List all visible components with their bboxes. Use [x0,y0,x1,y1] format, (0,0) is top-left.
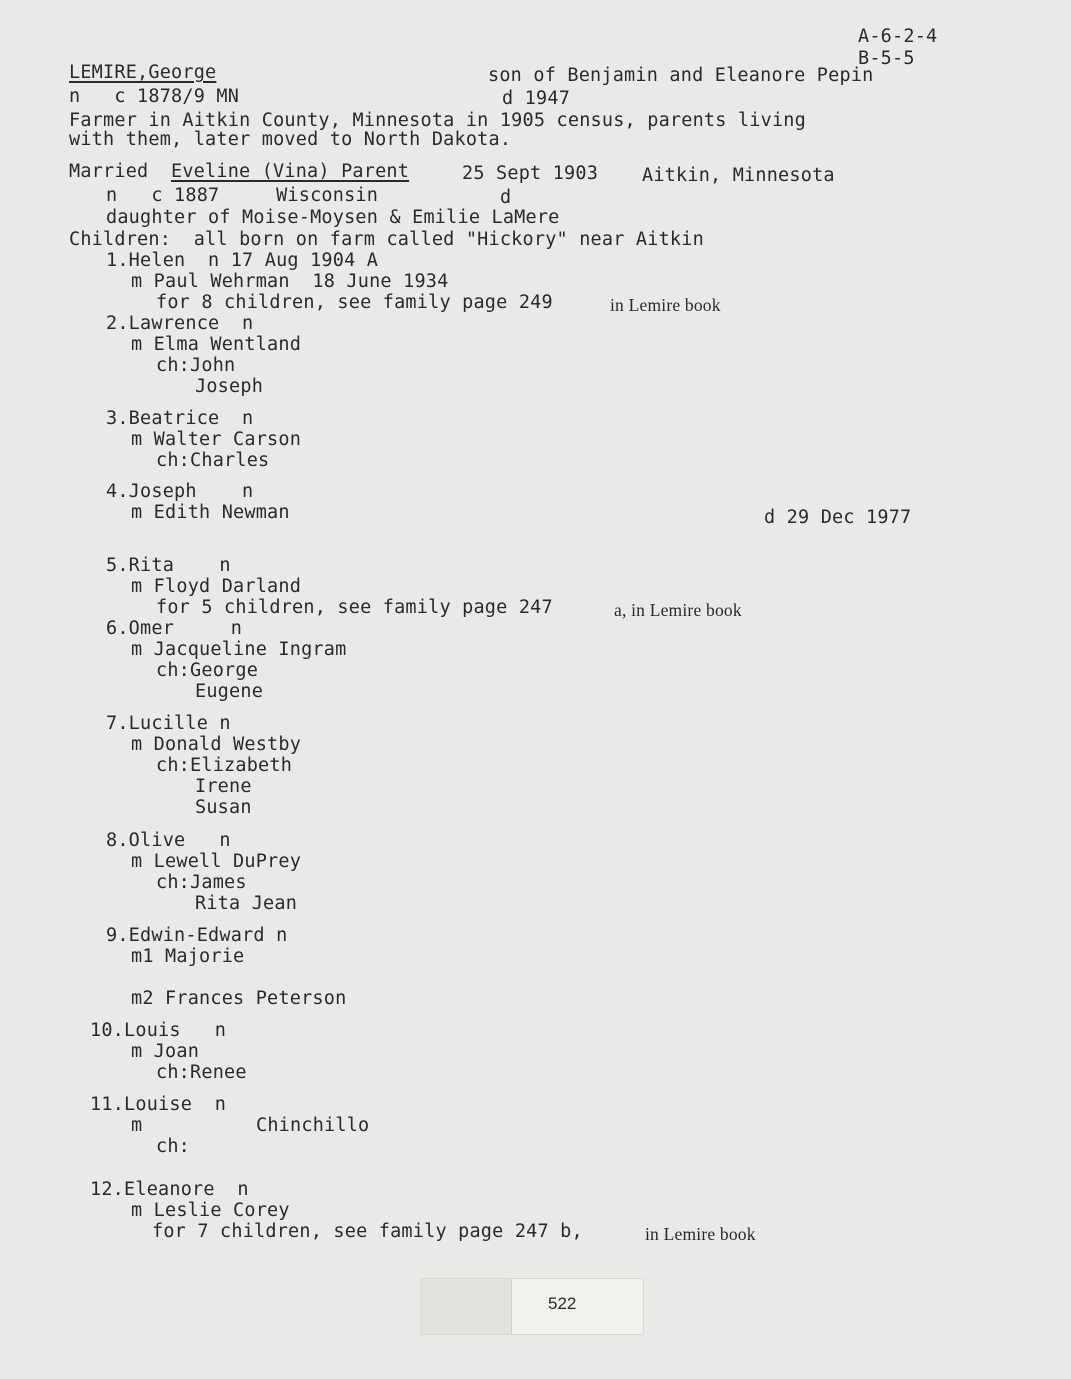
tape-shadow [421,1279,512,1334]
child-6-ch-2: Eugene [195,681,264,702]
child-11-spouse: Chinchillo [256,1115,370,1136]
tape-strip [420,1278,644,1335]
child-8-ch-2: Rita Jean [195,893,298,914]
child-5-ref: for 5 children, see family page 247 [156,597,553,618]
child-9-name: 9.Edwin-Edward n [106,925,288,946]
child-1-name: 1.Helen n 17 Aug 1904 A [106,250,379,271]
child-1-spouse: m Paul Wehrman 18 June 1934 [131,271,449,292]
child-2-ch-2: Joseph [195,376,264,397]
subject-died: d 1947 [502,88,571,109]
child-1-ref: for 8 children, see family page 249 [156,292,553,313]
child-9-spouse-2: m2 Frances Peterson [131,988,347,1009]
children-header: Children: all born on farm called "Hickory" near Aitkin [69,229,704,250]
child-2-spouse: m Elma Wentland [131,334,302,355]
child-12-ref: for 7 children, see family page 247 b, [152,1221,583,1242]
child-4-died: d 29 Dec 1977 [764,507,912,528]
child-7-name: 7.Lucille n [106,713,231,734]
child-11-ch: ch: [156,1136,191,1157]
child-3-spouse: m Walter Carson [131,429,302,450]
child-2-name: 2.Lawrence n [106,313,254,334]
subject-note-1: Farmer in Aitkin County, Minnesota in 1905 census, parents living [69,110,806,131]
child-12-name: 12.Eleanore n [90,1179,249,1200]
child-5-spouse: m Floyd Darland [131,576,302,597]
child-2-ch-1: ch:John [156,355,236,376]
subject-note-2: with them, later moved to North Dakota. [69,129,512,150]
child-4-spouse: m Edith Newman [131,502,290,523]
ref-code-b: B-5-5 [858,48,915,69]
married-label: Married [69,161,149,182]
child-7-spouse: m Donald Westby [131,734,302,755]
child-10-spouse: m Joan [131,1041,200,1062]
child-5-ref-book: a, in Lemire book [614,600,742,620]
child-10-ch-1: ch:Renee [156,1062,247,1083]
spouse-born: n c 1887 Wisconsin [106,185,379,206]
child-6-ch-1: ch:George [156,660,259,681]
child-1-ref-book: in Lemire book [610,295,721,315]
child-6-name: 6.Omer n [106,618,243,639]
child-8-name: 8.Olive n [106,830,231,851]
child-7-ch-3: Susan [195,797,252,818]
child-6-spouse: m Jacqueline Ingram [131,639,347,660]
spouse-died: d [500,187,512,208]
marriage-date: 25 Sept 1903 [462,163,599,184]
child-8-ch-1: ch:James [156,872,247,893]
child-7-ch-1: ch:Elizabeth [156,755,293,776]
child-11-spouse-label: m [131,1115,143,1136]
child-9-spouse-1: m1 Majorie [131,946,245,967]
child-12-ref-book: in Lemire book [645,1224,756,1244]
child-12-spouse: m Leslie Corey [131,1200,290,1221]
child-4-name: 4.Joseph n [106,481,254,502]
child-10-name: 10.Louis n [90,1020,227,1041]
subject-parents: son of Benjamin and Eleanore Pepin [488,65,874,86]
marriage-place: Aitkin, Minnesota [642,165,835,186]
child-3-ch-1: ch:Charles [156,450,270,471]
child-8-spouse: m Lewell DuPrey [131,851,302,872]
child-7-ch-2: Irene [195,776,252,797]
page-number: 522 [548,1294,577,1313]
subject-born: n c 1878/9 MN [69,86,240,107]
child-3-name: 3.Beatrice n [106,408,254,429]
spouse-name: Eveline (Vina) Parent [171,161,410,182]
ref-code-a: A-6-2-4 [858,26,938,47]
subject-name: LEMIRE,George [69,62,217,83]
child-5-name: 5.Rita n [106,555,231,576]
child-11-name: 11.Louise n [90,1094,227,1115]
spouse-parents: daughter of Moise-Moysen & Emilie LaMere [106,207,560,228]
